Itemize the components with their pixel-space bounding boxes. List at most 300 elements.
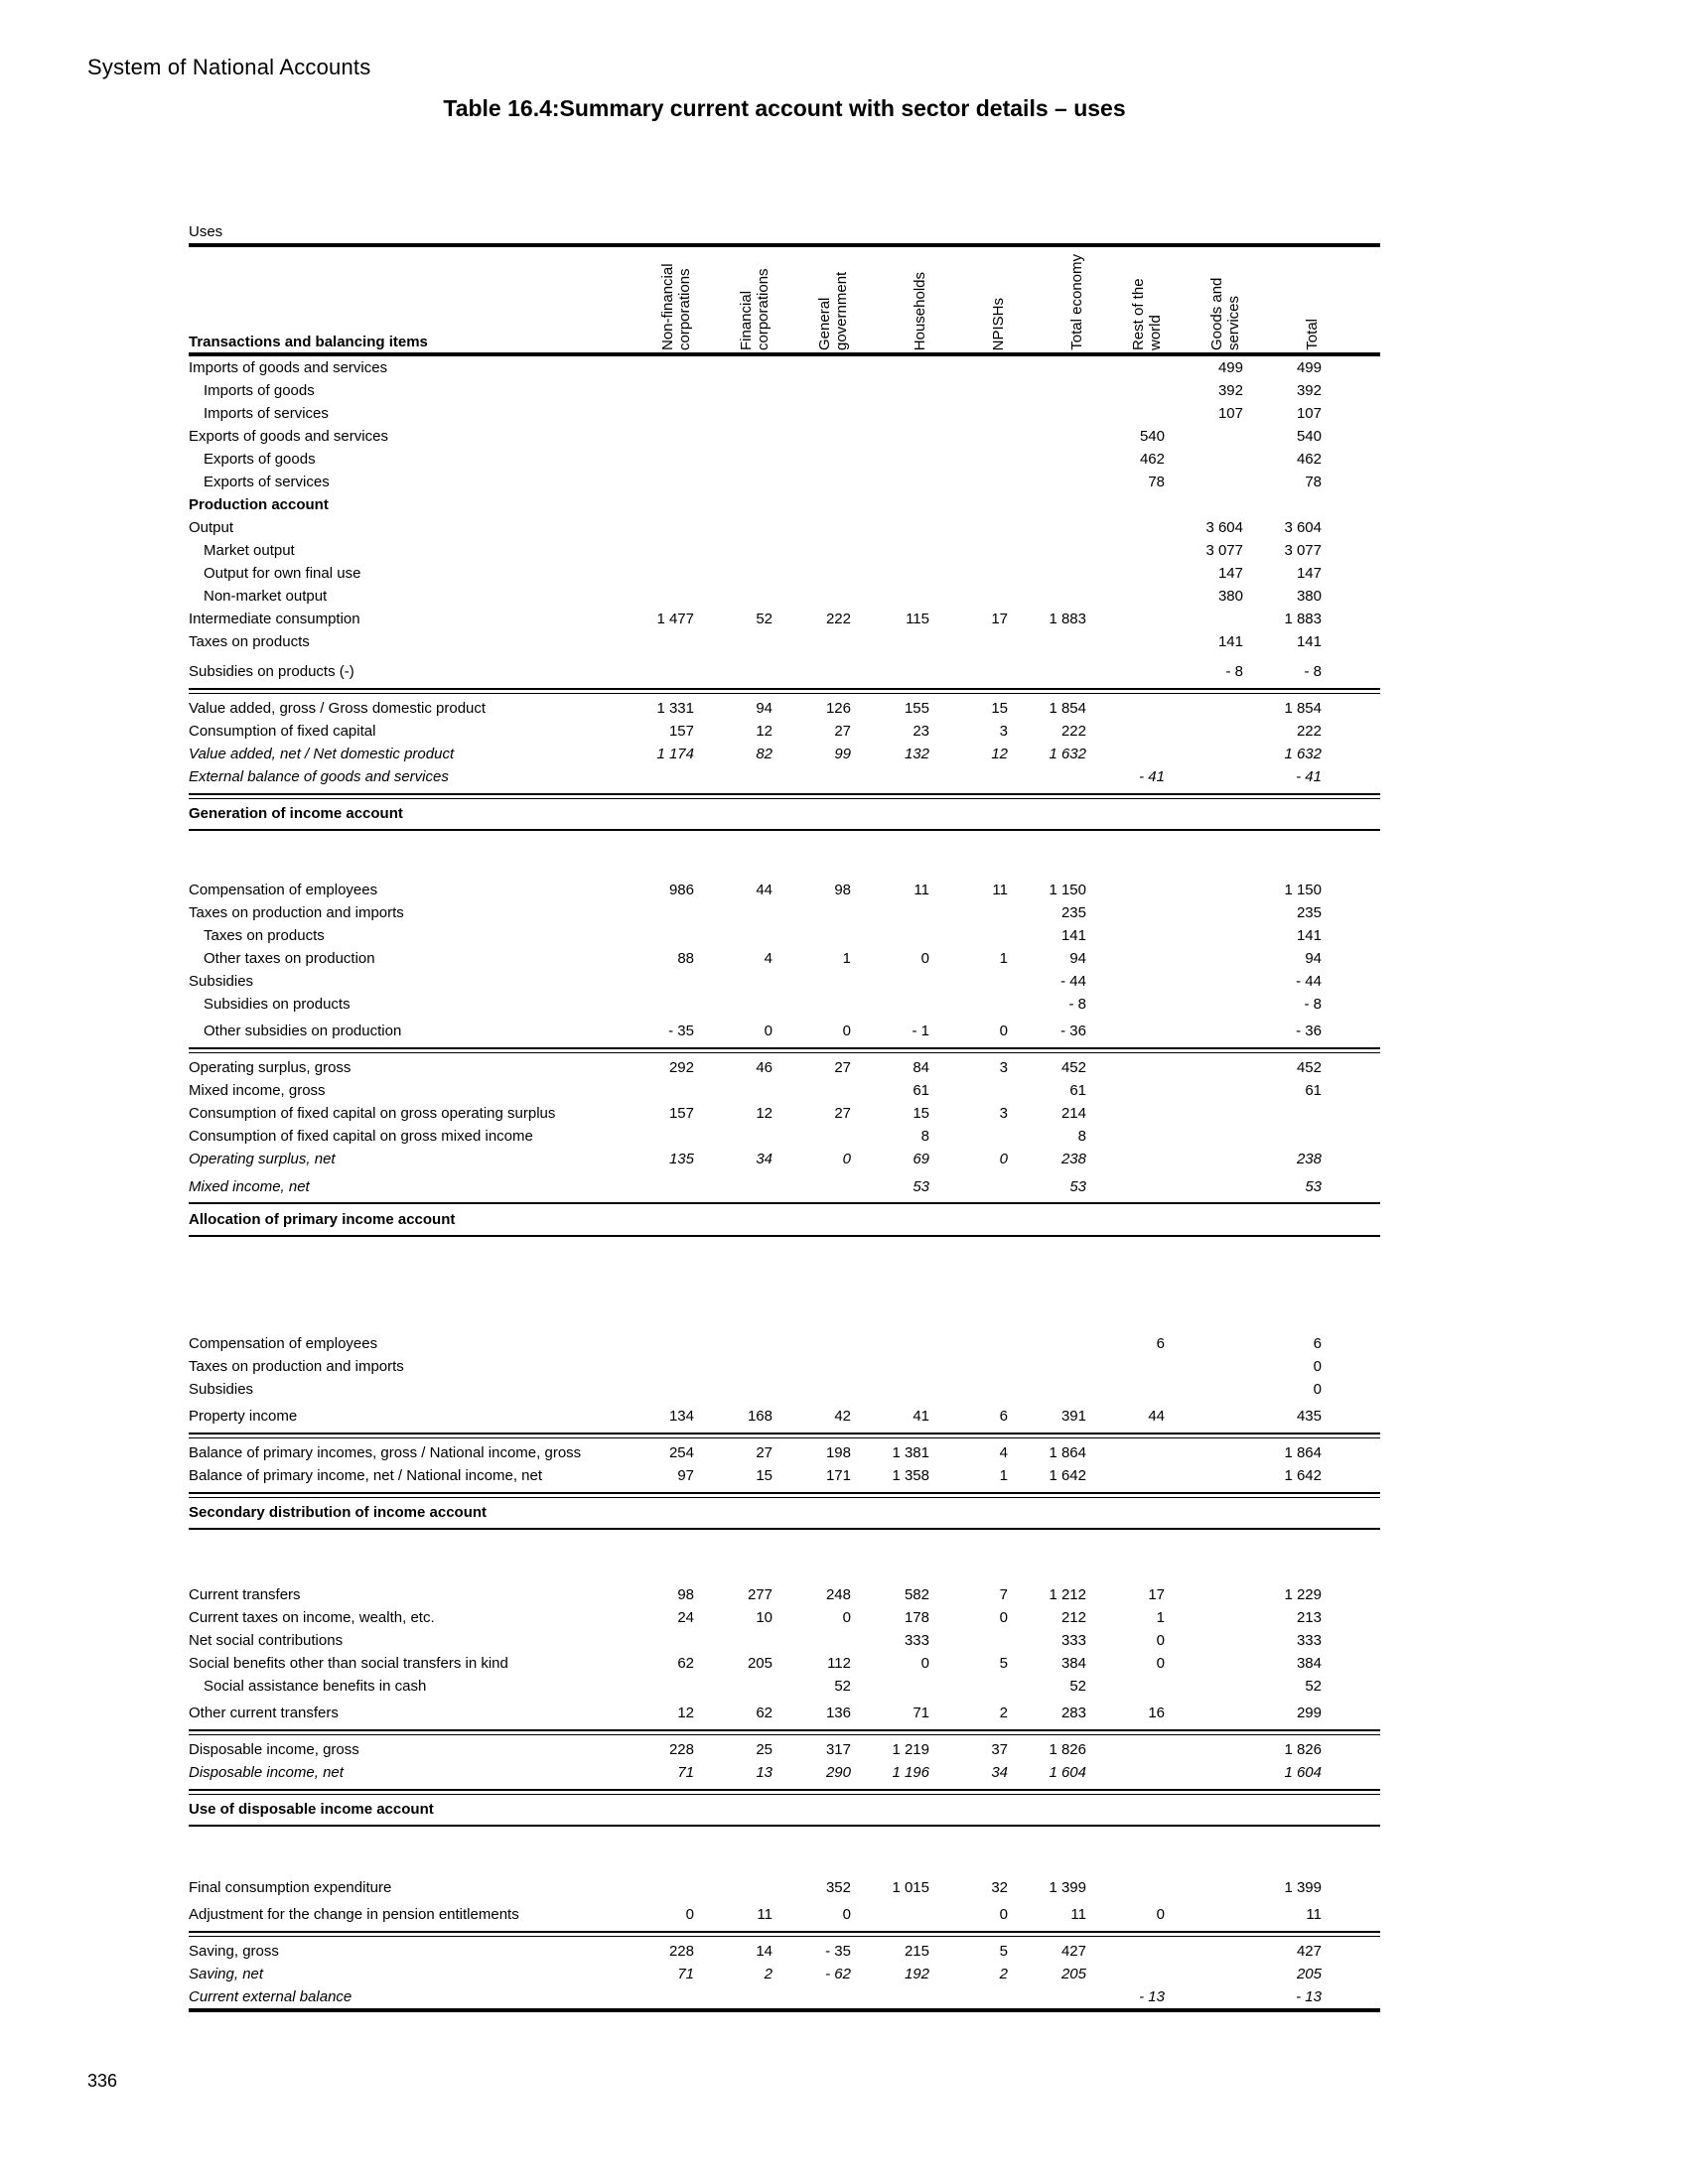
cell: 3 604 <box>1284 519 1322 536</box>
cell: 1 604 <box>1049 1764 1086 1781</box>
cell <box>694 765 773 788</box>
table-rule-single <box>189 1202 1380 1204</box>
cell <box>1086 562 1165 585</box>
cell: 8 <box>1077 1128 1086 1145</box>
table-row <box>189 1056 1380 1079</box>
cell: 25 <box>756 1741 773 1758</box>
table-row <box>189 1020 1380 1042</box>
cell <box>1165 1020 1243 1042</box>
cell: 540 <box>1139 428 1165 445</box>
cell <box>694 1355 773 1378</box>
cell: 94 <box>756 700 773 717</box>
cell <box>1086 1079 1165 1102</box>
cell: 157 <box>668 723 694 740</box>
column-header-text: Goods and services <box>1208 277 1243 350</box>
cell: 499 <box>1217 359 1243 376</box>
cell: 107 <box>1217 405 1243 422</box>
cell: 986 <box>668 882 694 898</box>
cell <box>851 516 929 539</box>
cell <box>1086 379 1165 402</box>
cell: 0 <box>1156 1655 1165 1672</box>
cell <box>616 901 694 924</box>
cell: 3 <box>999 1059 1008 1076</box>
cell: - 8 <box>1304 663 1322 680</box>
cell <box>1165 743 1243 765</box>
cell: 1 826 <box>1284 1741 1322 1758</box>
cell <box>851 1378 929 1401</box>
cell <box>929 970 1008 993</box>
cell: 1 212 <box>1049 1586 1086 1603</box>
cell: 147 <box>1217 565 1243 582</box>
cell: 17 <box>991 611 1008 627</box>
table-row <box>189 1355 1380 1378</box>
cell: 222 <box>1060 723 1086 740</box>
column-header <box>1165 251 1243 350</box>
table-row <box>189 1629 1380 1652</box>
cell <box>1086 1876 1165 1899</box>
table-row <box>189 1441 1380 1464</box>
column-header <box>773 251 851 350</box>
cell: 1 642 <box>1284 1467 1322 1484</box>
cell <box>1165 1675 1243 1698</box>
cell <box>616 765 694 788</box>
cell <box>1086 1464 1165 1487</box>
cell <box>1165 1464 1243 1487</box>
cell: 0 <box>920 950 929 967</box>
cell <box>1165 471 1243 493</box>
cell: 380 <box>1296 588 1322 605</box>
cell <box>929 924 1008 947</box>
row-label: Subsidies on products <box>204 996 351 1013</box>
cell <box>929 1675 1008 1698</box>
cell <box>1165 1583 1243 1606</box>
cell: 254 <box>668 1444 694 1461</box>
cell <box>694 356 773 379</box>
cell <box>851 630 929 653</box>
cell: 15 <box>913 1105 929 1122</box>
cell: 24 <box>677 1609 694 1626</box>
cell <box>851 471 929 493</box>
cell <box>851 1355 929 1378</box>
cell <box>929 1175 1008 1198</box>
cell <box>1086 947 1165 970</box>
cell: 44 <box>756 882 773 898</box>
cell <box>694 1629 773 1652</box>
cell <box>773 765 851 788</box>
cell: 0 <box>999 1151 1008 1167</box>
table-row <box>189 993 1380 1016</box>
row-label: Mixed income, net <box>189 1178 310 1195</box>
row-label: Operating surplus, net <box>189 1151 336 1167</box>
cell: 23 <box>913 723 929 740</box>
cell <box>773 1629 851 1652</box>
cell: 214 <box>1060 1105 1086 1122</box>
row-label: Subsidies <box>189 1381 254 1398</box>
cell <box>929 356 1008 379</box>
cell: 135 <box>668 1151 694 1167</box>
cell <box>616 924 694 947</box>
cell <box>694 1378 773 1401</box>
cell <box>773 1985 851 2008</box>
cell <box>1165 1903 1243 1926</box>
table-row <box>189 1652 1380 1675</box>
column-header <box>929 298 1008 350</box>
cell: 228 <box>668 1741 694 1758</box>
cell <box>1086 1378 1165 1401</box>
cell: 0 <box>842 1151 851 1167</box>
cell <box>1086 660 1165 683</box>
cell <box>694 901 773 924</box>
cell: 228 <box>668 1943 694 1960</box>
cell <box>851 1985 929 2008</box>
cell <box>1008 379 1086 402</box>
row-label: Operating surplus, gross <box>189 1059 352 1076</box>
cell: 435 <box>1296 1408 1322 1425</box>
table-row <box>189 1378 1380 1401</box>
cell: 1 150 <box>1284 882 1322 898</box>
section-header-row <box>189 1798 1380 1821</box>
cell: 215 <box>904 1943 929 1960</box>
cell: 1 642 <box>1049 1467 1086 1484</box>
row-label: Disposable income, gross <box>189 1741 359 1758</box>
cell: 61 <box>1069 1082 1086 1099</box>
cell <box>1165 425 1243 448</box>
row-label: Saving, net <box>189 1966 264 1982</box>
cell <box>1086 1675 1165 1698</box>
cell <box>929 630 1008 653</box>
cell <box>929 765 1008 788</box>
cell: 392 <box>1296 382 1322 399</box>
cell: 13 <box>756 1764 773 1781</box>
cell: 94 <box>1069 950 1086 967</box>
cell <box>694 660 773 683</box>
cell: 283 <box>1060 1705 1086 1721</box>
row-label: Taxes on production and imports <box>189 904 404 921</box>
cell: - 35 <box>825 1943 851 1960</box>
cell: 222 <box>1296 723 1322 740</box>
row-label: Saving, gross <box>189 1943 279 1960</box>
cell <box>851 539 929 562</box>
cell <box>1165 448 1243 471</box>
cell <box>1008 539 1086 562</box>
table-row <box>189 1079 1380 1102</box>
cell: 205 <box>747 1655 773 1672</box>
cell: 0 <box>1313 1381 1322 1398</box>
cell <box>929 1629 1008 1652</box>
cell: 141 <box>1296 927 1322 944</box>
cell <box>616 970 694 993</box>
cell: - 36 <box>1296 1023 1322 1039</box>
cell <box>694 562 773 585</box>
cell <box>694 1332 773 1355</box>
cell <box>851 901 929 924</box>
cell: 0 <box>842 1609 851 1626</box>
cell: 333 <box>904 1632 929 1649</box>
cell: 277 <box>747 1586 773 1603</box>
table-row <box>189 539 1380 562</box>
cell <box>1086 402 1165 425</box>
cell: 8 <box>920 1128 929 1145</box>
cell: 126 <box>825 700 851 717</box>
row-label: Production account <box>189 496 329 513</box>
cell <box>694 448 773 471</box>
table-row <box>189 1940 1380 1963</box>
column-header-text: Rest of the world <box>1130 278 1165 350</box>
row-label: Other subsidies on production <box>204 1023 402 1039</box>
cell <box>694 1876 773 1899</box>
cell <box>851 970 929 993</box>
cell: 61 <box>1305 1082 1322 1099</box>
cell: 1 196 <box>892 1764 929 1781</box>
table-row <box>189 471 1380 493</box>
cell: 3 077 <box>1284 542 1322 559</box>
cell <box>851 993 929 1016</box>
cell <box>1086 608 1165 630</box>
cell <box>616 562 694 585</box>
cell <box>929 1985 1008 2008</box>
cell: 5 <box>999 1655 1008 1672</box>
row-label: Other taxes on production <box>204 950 375 967</box>
cell <box>1086 697 1165 720</box>
cell: - 1 <box>912 1023 929 1039</box>
cell <box>773 402 851 425</box>
cell: 115 <box>906 611 929 627</box>
column-header-text: General government <box>816 271 851 350</box>
cell <box>694 970 773 993</box>
column-header-text: NPISHs <box>990 297 1008 350</box>
cell <box>1008 660 1086 683</box>
cell: 53 <box>1069 1178 1086 1195</box>
cell <box>1008 402 1086 425</box>
cell: 61 <box>913 1082 929 1099</box>
row-label: Exports of services <box>204 474 330 490</box>
row-label: Balance of primary incomes, gross / National income, gross <box>189 1444 582 1461</box>
table-row <box>189 1963 1380 1985</box>
table-rule-single <box>189 1528 1380 1530</box>
cell <box>1086 585 1165 608</box>
cell <box>1165 1702 1243 1724</box>
table-rule-single <box>189 1825 1380 1827</box>
cell <box>694 402 773 425</box>
cell: 62 <box>677 1655 694 1672</box>
cell <box>1165 1056 1243 1079</box>
cell: 12 <box>991 746 1008 762</box>
cell: 6 <box>1313 1335 1322 1352</box>
cell <box>694 1175 773 1198</box>
table-row <box>189 425 1380 448</box>
cell <box>851 356 929 379</box>
table-rule-single <box>189 1235 1380 1237</box>
cell: 0 <box>999 1906 1008 1923</box>
cell <box>1165 720 1243 743</box>
cell <box>929 901 1008 924</box>
cell: 10 <box>756 1609 773 1626</box>
cell <box>1165 1148 1243 1170</box>
column-header-text: Financial corporations <box>738 268 773 350</box>
cell <box>1165 1405 1243 1428</box>
cell: 238 <box>1060 1151 1086 1167</box>
row-label: Compensation of employees <box>189 882 378 898</box>
cell <box>616 379 694 402</box>
cell: 34 <box>756 1151 773 1167</box>
cell: 1 854 <box>1284 700 1322 717</box>
table-rule-double <box>189 688 1380 694</box>
cell: 12 <box>756 1105 773 1122</box>
table-row <box>189 1606 1380 1629</box>
cell: - 62 <box>825 1966 851 1982</box>
cell <box>851 402 929 425</box>
cell: 1 015 <box>892 1879 929 1896</box>
cell: 94 <box>1305 950 1322 967</box>
cell <box>1086 516 1165 539</box>
cell <box>1086 1148 1165 1170</box>
row-label: Exports of goods and services <box>189 428 388 445</box>
cell: 27 <box>834 1105 851 1122</box>
table-row <box>189 947 1380 970</box>
row-label: Value added, gross / Gross domestic product <box>189 700 487 717</box>
cell <box>851 765 929 788</box>
cell: 212 <box>1060 1609 1086 1626</box>
cell: 213 <box>1296 1609 1322 1626</box>
cell: 15 <box>756 1467 773 1484</box>
cell <box>1243 1125 1322 1148</box>
cell <box>1086 1355 1165 1378</box>
cell: 5 <box>999 1943 1008 1960</box>
row-label: Taxes on production and imports <box>189 1358 404 1375</box>
section-header-row <box>189 493 1380 516</box>
cell: 1 632 <box>1049 746 1086 762</box>
cell: 352 <box>825 1879 851 1896</box>
table-row <box>189 660 1380 683</box>
cell <box>929 562 1008 585</box>
cell: 380 <box>1217 588 1243 605</box>
row-label: Imports of goods and services <box>189 359 388 376</box>
cell <box>616 1629 694 1652</box>
table-row <box>189 1102 1380 1125</box>
cell <box>1243 1102 1322 1125</box>
cell <box>616 630 694 653</box>
cell <box>1086 1020 1165 1042</box>
cell: 37 <box>991 1741 1008 1758</box>
row-label: Exports of goods <box>204 451 316 468</box>
table-row <box>189 1985 1380 2008</box>
cell: 238 <box>1296 1151 1322 1167</box>
cell: 222 <box>825 611 851 627</box>
cell <box>929 448 1008 471</box>
cell: 1 854 <box>1049 700 1086 717</box>
cell: 17 <box>1148 1586 1165 1603</box>
row-label: Consumption of fixed capital on gross mixed income <box>189 1128 533 1145</box>
cell <box>694 516 773 539</box>
cell <box>1008 1332 1086 1355</box>
cell: 2 <box>764 1966 773 1982</box>
cell: 499 <box>1296 359 1322 376</box>
document-header: System of National Accounts <box>87 55 371 79</box>
cell: 1 381 <box>892 1444 929 1461</box>
cell <box>773 1125 851 1148</box>
column-header <box>1008 254 1086 350</box>
cell <box>1165 1652 1243 1675</box>
cell <box>929 516 1008 539</box>
cell <box>1086 1940 1165 1963</box>
cell: - 41 <box>1139 768 1165 785</box>
table-row <box>189 356 1380 379</box>
cell <box>694 1985 773 2008</box>
cell <box>773 471 851 493</box>
cell: 52 <box>756 611 773 627</box>
table-row <box>189 1405 1380 1428</box>
table-row <box>189 879 1380 901</box>
table-row <box>189 970 1380 993</box>
cell <box>929 993 1008 1016</box>
row-label: Balance of primary income, net / National income, net <box>189 1467 543 1484</box>
cell <box>694 379 773 402</box>
cell: 11 <box>992 882 1008 898</box>
cell: 71 <box>913 1705 929 1721</box>
cell: 62 <box>756 1705 773 1721</box>
table-row <box>189 1583 1380 1606</box>
cell: 427 <box>1296 1943 1322 1960</box>
cell <box>929 1332 1008 1355</box>
cell <box>616 993 694 1016</box>
table-row <box>189 1125 1380 1148</box>
cell <box>773 1332 851 1355</box>
table-row <box>189 1761 1380 1784</box>
cell: 147 <box>1296 565 1322 582</box>
column-header-row <box>189 247 1380 352</box>
cell: 14 <box>756 1943 773 1960</box>
row-label: Imports of goods <box>204 382 315 399</box>
table-rule-double <box>189 1931 1380 1937</box>
cell: 1 883 <box>1049 611 1086 627</box>
row-label: Net social contributions <box>189 1632 344 1649</box>
cell <box>773 562 851 585</box>
row-label: Property income <box>189 1408 298 1425</box>
cell: 99 <box>834 746 851 762</box>
column-header <box>851 272 929 350</box>
cell <box>694 1079 773 1102</box>
cell <box>1008 1378 1086 1401</box>
section-header-row <box>189 1208 1380 1231</box>
cell <box>616 1675 694 1698</box>
cell: 0 <box>842 1023 851 1039</box>
cell <box>1008 585 1086 608</box>
cell: - 44 <box>1296 973 1322 990</box>
cell: 141 <box>1217 633 1243 650</box>
row-label: Taxes on products <box>189 633 310 650</box>
cell: 1 229 <box>1284 1586 1322 1603</box>
cell: - 35 <box>668 1023 694 1039</box>
cell: 82 <box>756 746 773 762</box>
cell <box>616 539 694 562</box>
cell <box>929 539 1008 562</box>
cell <box>1165 970 1243 993</box>
cell <box>1086 1738 1165 1761</box>
cell: 69 <box>913 1151 929 1167</box>
cell <box>1086 356 1165 379</box>
cell: 134 <box>668 1408 694 1425</box>
cell <box>773 539 851 562</box>
row-label: Mixed income, gross <box>189 1082 326 1099</box>
cell: 462 <box>1139 451 1165 468</box>
cell <box>1086 1175 1165 1198</box>
cell <box>1086 1102 1165 1125</box>
cell: 71 <box>677 1764 694 1781</box>
table-row <box>189 901 1380 924</box>
table-row <box>189 924 1380 947</box>
column-header <box>616 251 694 350</box>
section-spacer <box>189 1241 1380 1332</box>
